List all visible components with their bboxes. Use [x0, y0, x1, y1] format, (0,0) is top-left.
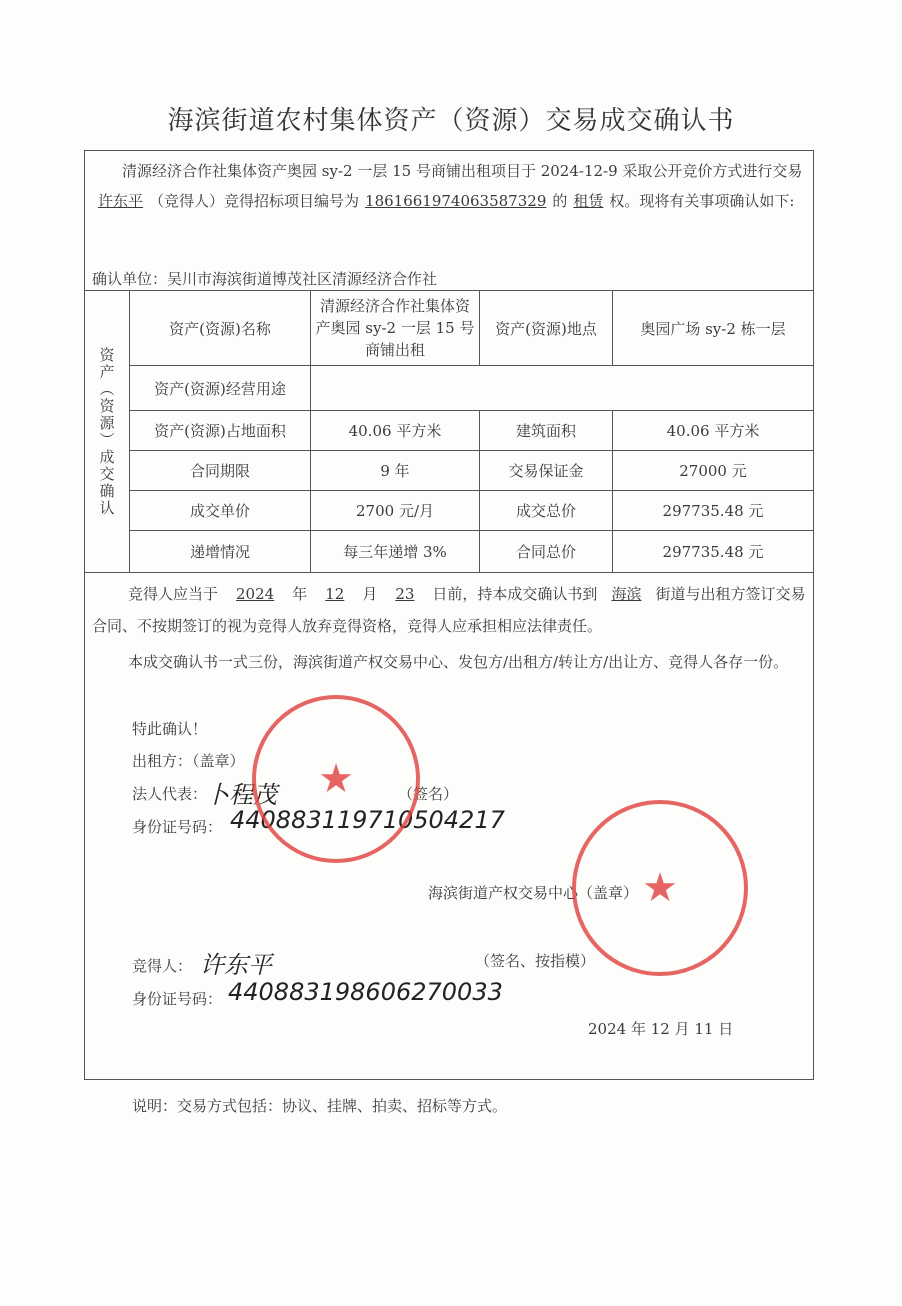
- table-row: 递增情况 每三年递增 3% 合同总价 297735.48 元: [85, 531, 814, 573]
- table-row: 资产（资源）成交确认 资产(资源)名称 清源经济合作社集体资产奥园 sy-2 一层 15 号商铺出租 资产(资源)地点 奥园广场 sy-2 栋一层: [85, 291, 814, 366]
- table-row: 资产(资源)占地面积 40.06 平方米 建筑面积 40.06 平方米: [85, 411, 814, 451]
- deadline-paragraph: 竞得人应当于 2024 年 12 月 23 日前，持本成交确认书到 海滨 街道与出租方签订交易合同、不按期签订的视为竞得人放弃竞得资格，竞得人应承担相应法律责任。: [92, 585, 806, 635]
- table-row: 成交单价 2700 元/月 成交总价 297735.48 元: [85, 491, 814, 531]
- center-stamp: ★: [572, 800, 748, 976]
- side-label: 资产（资源）成交确认: [85, 291, 130, 573]
- project-number: 1861661974063587329: [365, 192, 547, 210]
- bidder-name: 许东平: [98, 192, 144, 210]
- legal-signature: 卜程茂: [205, 781, 277, 809]
- document-title: 海滨街道农村集体资产（资源）交易成交确认书: [167, 106, 735, 136]
- right-type: 租赁: [573, 192, 604, 210]
- asset-table: [84, 290, 814, 573]
- footnote: 说明：交易方式包括：协议、挂牌、拍卖、招标等方式。: [132, 1097, 508, 1115]
- table-row: 资产(资源)经营用途: [85, 366, 814, 411]
- confirm-unit: 确认单位：吴川市海滨街道博茂社区清源经济合作社: [92, 270, 438, 288]
- intro-paragraph: 清源经济合作社集体资产奥园 sy-2 一层 15 号商铺出租项目于 2024-12-9 采取公开竞价方式进行交易许东平 （竞得人）竞得招标项目编号为 1861661974063587329 的 租赁 权。现将有关事项确认如下:: [92, 156, 808, 216]
- table-row: 合同期限 9 年 交易保证金 27000 元: [85, 451, 814, 491]
- sign-date: 2024 年 12 月 11 日: [588, 1020, 734, 1038]
- document-page: 海滨街道农村集体资产（资源）交易成交确认书 清源经济合作社集体资产奥园 sy-2 一层 15 号商铺出租项目于 2024-12-9 采取公开竞价方式进行交易许东平 （竞得人）竞得招标项目编号为 1861661974063587329 的 租赁 权。现将有关事项确认如下: 确认单位：吴川市海滨街道博茂社区清源经济合作社 资产（资源）成交确认 资产(资源)名称 清源经济合作社集体资产奥园 sy-2 一层 15 号商铺出租 资产(资源)地点 奥园广场 sy-2 栋一层 资产(资源)经营用途 资产(资源)占地面积 40.06 平方米 建筑面积 40.06 平方米 合同期限 9 年 交易保证金 27000 元 成交单价 2700 元/月 成交总价 297735.48 元 递增情况 每三年递增 3% 合同总价 297735.48 元 竞得人应当于 2024 年 12 月 23 日前，持本成交确认书到 海滨 街道与出租方签订交易合同、不按期签订的视为竞得人放弃竞得资格，竞得人应承担相应法律责任。 本成交确认书一式三份，海滨街道产权交易中心、发包方/出租方/转让方/出让方、竞得人各存一份。 特此确认！ 出租方：（盖章） 法人代表： 卜程茂 （签名） 身份证号码： 440883119710504217 ★ 海滨街道产权交易中心（盖章） ★ 竞得人： 许东平 （签名、按指模） 身份证号码： 440883198606270033 2024 年 12 月 11 日 说明：交易方式包括：协议、挂牌、拍卖、招标等方式。: [0, 0, 902, 1306]
- copies-paragraph: 本成交确认书一式三份，海滨街道产权交易中心、发包方/出租方/转让方/出让方、竞得人各存一份。: [128, 653, 789, 671]
- cooperative-stamp: ★: [252, 695, 420, 863]
